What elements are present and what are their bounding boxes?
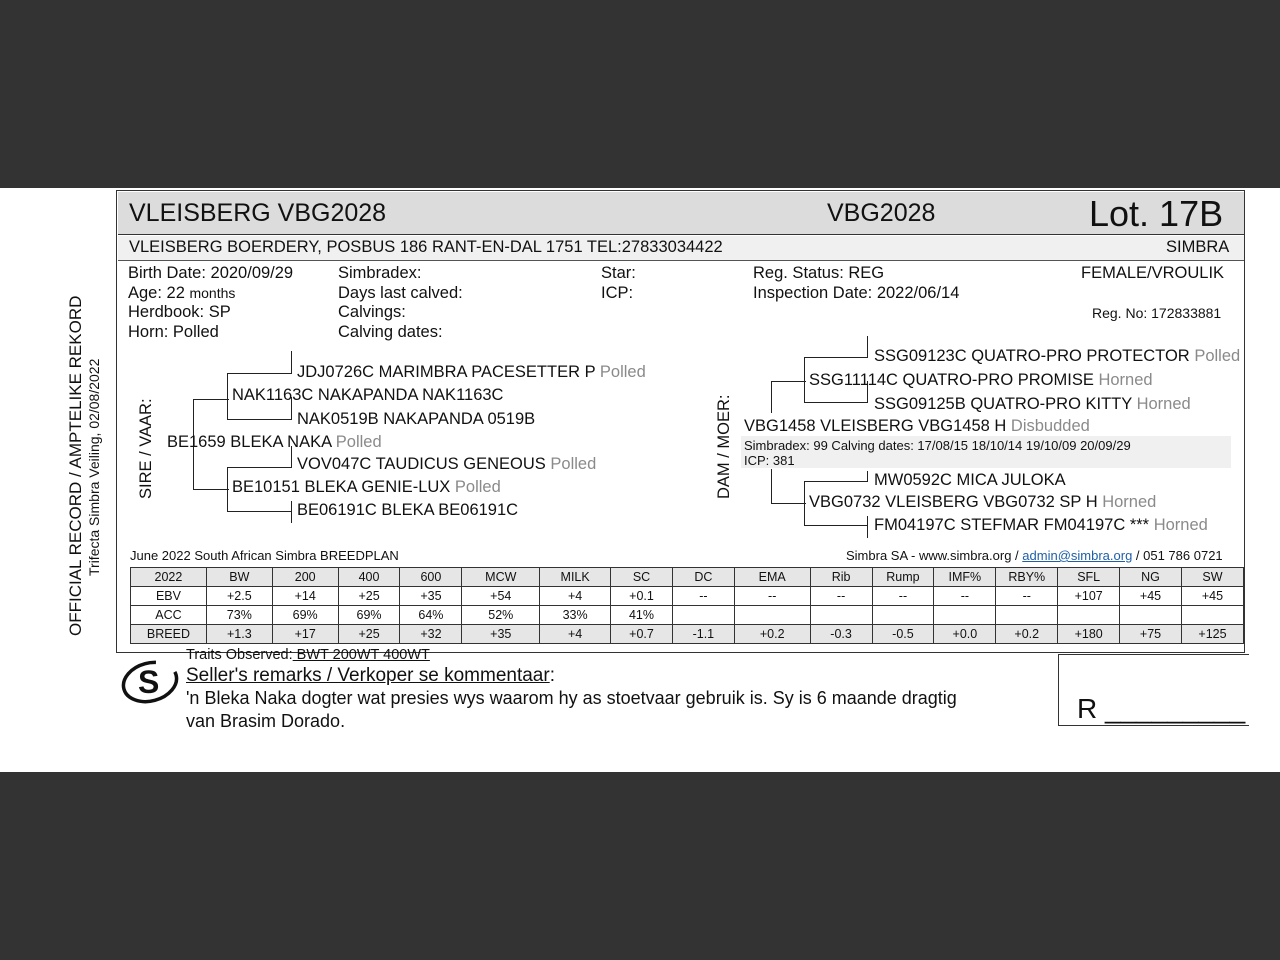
table-cell: +17 xyxy=(272,625,338,644)
table-cell: +0.2 xyxy=(734,625,810,644)
table-row xyxy=(131,587,1244,606)
table-header-cell: Rump xyxy=(872,568,934,587)
sire-sire-sire xyxy=(297,363,646,382)
horn-status: Horn: Polled xyxy=(128,323,219,341)
table-cell: -1.1 xyxy=(672,625,734,644)
table-cell: +4 xyxy=(540,587,611,606)
sex: FEMALE/VROULIK xyxy=(1081,264,1225,282)
table-header-cell: Rib xyxy=(810,568,872,587)
table-cell: +125 xyxy=(1181,625,1243,644)
table-cell: -- xyxy=(734,587,810,606)
table-cell xyxy=(996,606,1058,625)
traits-observed xyxy=(186,647,430,663)
owner-details: VLEISBERG BOERDERY, POSBUS 186 RANT-EN-DAL 1751 TEL:27833034422 xyxy=(129,238,723,256)
email-link[interactable]: admin@simbra.org xyxy=(1022,548,1133,563)
herdbook: Herdbook: SP xyxy=(128,303,231,321)
logo-letter: S xyxy=(138,664,160,700)
sire-dam-dam xyxy=(297,501,518,520)
sire-dam xyxy=(232,478,501,497)
table-header-cell: SFL xyxy=(1058,568,1120,587)
table-cell: +0.7 xyxy=(611,625,673,644)
table-cell: +25 xyxy=(338,587,400,606)
table-cell xyxy=(872,606,934,625)
pedigree-line xyxy=(227,419,292,420)
dam-dam-sire xyxy=(874,471,1066,490)
table-cell: +1.3 xyxy=(206,625,272,644)
pedigree-name: BE10151 BLEKA GENIE-LUX xyxy=(232,478,451,496)
pedigree-line xyxy=(867,336,868,358)
pedigree-line xyxy=(227,373,292,374)
table-header-cell: IMF% xyxy=(934,568,996,587)
pedigree-line xyxy=(771,381,772,413)
table-cell: +35 xyxy=(462,625,540,644)
pedigree-name: VBG0732 VLEISBERG VBG0732 SP H xyxy=(809,493,1098,511)
horn-tag: Polled xyxy=(335,433,382,451)
breedplan-contact xyxy=(846,548,1223,563)
official-record-label: OFFICIAL RECORD / AMPTELIKE REKORD xyxy=(66,295,85,636)
horn-tag: Polled xyxy=(599,363,646,381)
table-cell: +4 xyxy=(540,625,611,644)
traits-label: Traits Observed: xyxy=(186,647,293,663)
pedigree-line xyxy=(804,481,805,526)
dam-sire-dam xyxy=(874,395,1191,414)
table-cell: -- xyxy=(810,587,872,606)
table-cell: -- xyxy=(872,587,934,606)
table-header-cell: MILK xyxy=(540,568,611,587)
remarks-colon: : xyxy=(549,665,555,686)
table-cell: +35 xyxy=(400,587,462,606)
pedigree-line xyxy=(291,351,292,373)
table-cell: 52% xyxy=(462,606,540,625)
table-cell: +25 xyxy=(338,625,400,644)
sire-sire-dam xyxy=(297,410,535,429)
table-cell: +0.1 xyxy=(611,587,673,606)
table-cell xyxy=(1058,606,1120,625)
breedplan-table xyxy=(130,567,1244,644)
age-unit: months xyxy=(189,285,236,301)
price-label: R _________ xyxy=(1077,693,1246,724)
pedigree-line xyxy=(291,501,292,523)
pedigree-name: VOV047C TAUDICUS GENEOUS xyxy=(297,455,546,473)
horn-tag: Polled xyxy=(1194,347,1241,365)
table-cell: -- xyxy=(934,587,996,606)
pedigree-line xyxy=(227,373,228,419)
horn-tag: Horned xyxy=(1136,395,1191,413)
price-box xyxy=(1058,654,1249,726)
animal-name: VLEISBERG VBG2028 xyxy=(129,199,387,227)
table-cell: +45 xyxy=(1120,587,1182,606)
table-cell: 41% xyxy=(611,606,673,625)
dam-info-box xyxy=(741,436,1231,468)
sire-dam-sire xyxy=(297,455,596,474)
remarks-line-1: 'n Bleka Naka dogter wat presies wys waarom hy as stoetvaar gebruik is. Sy is 6 maande dragtig xyxy=(186,688,957,708)
pedigree-name: VBG1458 VLEISBERG VBG1458 H xyxy=(744,417,1007,435)
lot-card xyxy=(116,190,1245,731)
remarks-line-2: van Brasim Dorado. xyxy=(186,711,346,731)
animal-id: VBG2028 xyxy=(827,199,936,227)
table-cell: -0.5 xyxy=(872,625,934,644)
dam-dam-dam xyxy=(874,516,1208,535)
pedigree-name: MW0592C MICA JULOKA xyxy=(874,471,1066,489)
table-cell xyxy=(810,606,872,625)
pedigree-name: NAK0519B NAKAPANDA 0519B xyxy=(297,410,536,428)
simbra-logo xyxy=(120,657,180,707)
simbra-logo-icon xyxy=(120,657,180,707)
table-cell: +0.0 xyxy=(934,625,996,644)
table-cell: +107 xyxy=(1058,587,1120,606)
pedigree-name: FM04197C STEFMAR FM04197C *** xyxy=(874,516,1150,534)
table-cell: +180 xyxy=(1058,625,1120,644)
reg-status: Reg. Status: REG xyxy=(753,264,885,282)
pedigree-name: BE06191C BLEKA BE06191C xyxy=(297,501,519,519)
table-cell xyxy=(934,606,996,625)
table-cell: -0.3 xyxy=(810,625,872,644)
table-cell: +0.2 xyxy=(996,625,1058,644)
table-cell: 64% xyxy=(400,606,462,625)
table-cell xyxy=(1120,606,1182,625)
pedigree-name: SSG09125B QUATRO-PRO KITTY xyxy=(874,395,1132,413)
age xyxy=(128,284,235,303)
remarks-heading-text: Seller's remarks / Verkoper se kommentaar xyxy=(186,665,550,686)
sire-sire xyxy=(232,386,503,405)
table-cell: EBV xyxy=(131,587,207,606)
table-cell: 33% xyxy=(540,606,611,625)
auction-event-label: Trifecta Simbra Veiling, 02/08/2022 xyxy=(86,358,102,576)
table-header-cell: MCW xyxy=(462,568,540,587)
pedigree-name: JDJ0726C MARIMBRA PACESETTER P xyxy=(297,363,596,381)
horn-tag: Horned xyxy=(1102,493,1157,511)
sire-label: SIRE / VAAR: xyxy=(137,398,155,499)
table-cell: ACC xyxy=(131,606,207,625)
pedigree-line xyxy=(804,481,868,482)
table-row xyxy=(131,568,1244,587)
catalogue-sheet xyxy=(0,188,1280,772)
table-cell xyxy=(1181,606,1243,625)
pedigree-line xyxy=(227,467,228,512)
contact-suffix: / 051 786 0721 xyxy=(1132,548,1223,563)
remarks-heading xyxy=(186,665,555,687)
horn-tag: Polled xyxy=(454,478,501,496)
table-header-cell: SC xyxy=(611,568,673,587)
pedigree-name: SSG11114C QUATRO-PRO PROMISE xyxy=(809,371,1094,389)
horn-tag: Horned xyxy=(1098,371,1153,389)
table-header-cell: 200 xyxy=(272,568,338,587)
contact-prefix: Simbra SA - www.simbra.org / xyxy=(846,548,1023,563)
table-cell: 69% xyxy=(272,606,338,625)
table-row xyxy=(131,625,1244,644)
pedigree-line xyxy=(771,469,772,503)
pedigree-line xyxy=(867,471,868,482)
simbradex: Simbradex: xyxy=(338,264,422,282)
inspection-date: Inspection Date: 2022/06/14 xyxy=(753,284,960,302)
age-value: Age: 22 xyxy=(128,284,185,302)
table-cell: +32 xyxy=(400,625,462,644)
pedigree-line xyxy=(867,516,868,538)
table-header-cell: SW xyxy=(1181,568,1243,587)
table-cell: +45 xyxy=(1181,587,1243,606)
dam-label: DAM / MOER: xyxy=(715,394,733,499)
pedigree-line xyxy=(804,357,805,403)
breed-label: SIMBRA xyxy=(1166,238,1230,256)
horn-tag: Polled xyxy=(550,455,597,473)
dam-icp: ICP: 381 xyxy=(744,453,795,468)
dam-sire xyxy=(809,371,1153,390)
breedplan-title: June 2022 South African Simbra BREEDPLAN xyxy=(130,548,399,563)
calving-dates: Calving dates: xyxy=(338,323,443,341)
table-header-cell: DC xyxy=(672,568,734,587)
sire xyxy=(167,433,382,452)
table-cell: -- xyxy=(672,587,734,606)
reg-number: Reg. No: 172833881 xyxy=(1092,305,1222,321)
pedigree-line xyxy=(227,511,292,512)
pedigree-line xyxy=(193,399,229,400)
horn-tag: Horned xyxy=(1153,516,1208,534)
table-cell: +54 xyxy=(462,587,540,606)
table-header-cell: RBY% xyxy=(996,568,1058,587)
birth-date: Birth Date: 2020/09/29 xyxy=(128,264,294,282)
horn-tag: Disbudded xyxy=(1010,417,1090,435)
pedigree-line xyxy=(804,357,868,358)
table-header-cell: NG xyxy=(1120,568,1182,587)
pedigree-line xyxy=(771,503,806,504)
owner-bar xyxy=(118,236,1244,261)
pedigree-line xyxy=(227,467,292,468)
lot-number: Lot. 17B xyxy=(1089,193,1224,234)
dam-calving-info: Simbradex: 99 Calving dates: 17/08/15 18/10/14 19/10/09 20/09/29 xyxy=(744,438,1131,453)
table-header-cell: 400 xyxy=(338,568,400,587)
pedigree-name: BE1659 BLEKA NAKA xyxy=(167,433,332,451)
table-header-cell: EMA xyxy=(734,568,810,587)
table-cell xyxy=(672,606,734,625)
table-cell: +2.5 xyxy=(206,587,272,606)
days-last-calved: Days last calved: xyxy=(338,284,463,302)
table-cell: 73% xyxy=(206,606,272,625)
pedigree-line xyxy=(804,525,868,526)
traits-value: BWT 200WT 400WT xyxy=(292,647,430,663)
title-bar xyxy=(118,192,1244,235)
pedigree-line xyxy=(193,489,229,490)
icp: ICP: xyxy=(601,284,634,302)
table-header-cell: 600 xyxy=(400,568,462,587)
table-header-cell: BW xyxy=(206,568,272,587)
table-cell: -- xyxy=(996,587,1058,606)
pedigree-name: SSG09123C QUATRO-PRO PROTECTOR xyxy=(874,347,1190,365)
dam-dam xyxy=(809,493,1156,512)
table-header-cell: 2022 xyxy=(131,568,207,587)
pedigree-line xyxy=(804,402,868,403)
pedigree-name: NAK1163C NAKAPANDA NAK1163C xyxy=(232,386,504,404)
table-row xyxy=(131,606,1244,625)
table-cell xyxy=(734,606,810,625)
dam xyxy=(744,417,1090,436)
calvings: Calvings: xyxy=(338,303,406,321)
table-cell: 69% xyxy=(338,606,400,625)
pedigree-line xyxy=(771,381,806,382)
dam-sire-sire xyxy=(874,347,1240,366)
table-cell: +75 xyxy=(1120,625,1182,644)
table-cell: BREED xyxy=(131,625,207,644)
table-cell: +14 xyxy=(272,587,338,606)
star: Star: xyxy=(601,264,636,282)
